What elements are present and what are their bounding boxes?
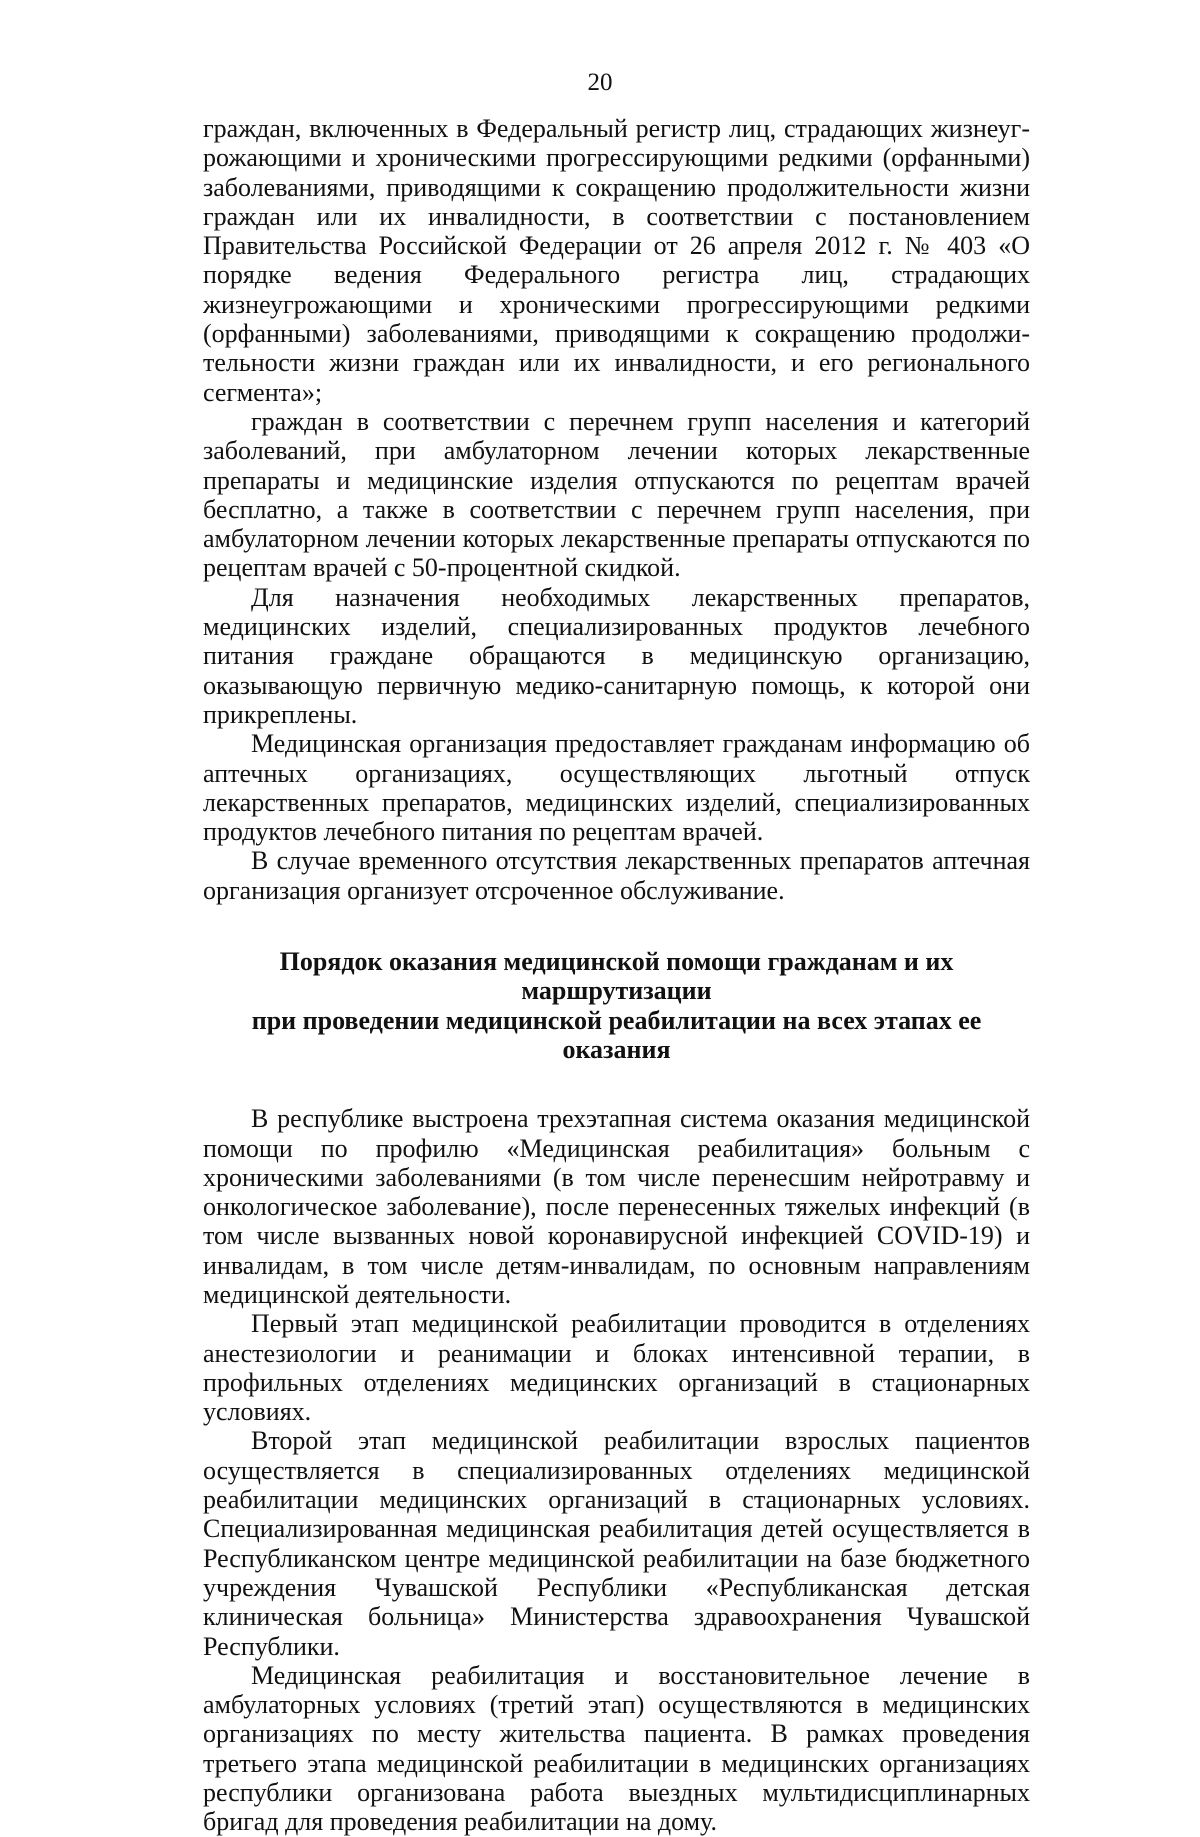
page-number: 20 bbox=[587, 69, 613, 96]
section-heading-rehabilitation bbox=[203, 947, 1030, 1064]
heading-line: при проведении медицинской реабилитации на всех этапах ее оказания bbox=[251, 1005, 982, 1064]
heading-line: Порядок оказания медицинской помощи гражданам и их маршрутизации bbox=[279, 947, 954, 1006]
paragraph-free-prescriptions: граждан в соответствии с перечнем групп населения и категорий заболеваний, при амбулаторном лечении которых лекарственные препараты и медицинские изделия отпускаются по рецептам врачей бесплатно, а также в соответствии с перечнем групп населения, при амбулаторном лечении которых лекарственные препараты отпускаются по рецептам врачей с 50-процентной скидкой. bbox=[203, 406, 1030, 583]
paragraph-prescribing: Для назначения необходимых лекарственных препаратов, медицинских изделий, специализированных продуктов лечебного питания граждане обращаются в медицинскую организацию, оказывающую первичную медико-санитарную помощь, к которой они прикреплены. bbox=[203, 582, 1030, 729]
paragraph-third-stage: Медицинская реабилитация и восстановительное лечение в амбулаторных условиях (третий этап) осуществляются в медицинских организациях по месту жительства пациента. В рамках проведения третьего этапа медицинской реабилитации в медицинских организациях республики организована работа выездных мультидисциплинарных бригад для проведения реабилитации на дому. bbox=[203, 1660, 1030, 1837]
paragraph-deferred-service: В случае временного отсутствия лекарственных препаратов аптечная организация организует отсроченное обслуживание. bbox=[203, 846, 1030, 905]
paragraph-orphan-registry: граждан, включенных в Федеральный регистр лиц, страдающих жизнеугрожающими и хроническими прогрессирующими редкими (орфанными) заболеваниями, приводящими к сокращению продолжительности жизни граждан или их инвалидности, в соответствии с постановлением Правительства Российской Федерации от 26 апреля 2012 г. № 403 «О порядке ведения Федерального регистра лиц, страдающих жизнеугрожающими и хроническими прогрессирующими редкими (орфанными) заболеваниями, приводящими к сокращению продолжительности жизни граждан или их инвалидности, и его регионального сегмента»; bbox=[203, 114, 1030, 407]
document-body bbox=[203, 114, 1030, 1837]
paragraph-three-stage-system: В республике выстроена трехэтапная система оказания медицинской помощи по профилю «Медицинская реабилитация» больным с хроническими заболеваниями (в том числе перенесшим нейротравму и онкологическое заболевание), после перенесенных тяжелых инфекций (в том числе вызванных новой коронавирусной инфекцией COVID-19) и инвалидам, в том числе детям-инвалидам, по основным направлениям медицинской деятельности. bbox=[203, 1104, 1030, 1309]
paragraph-pharmacy-info: Медицинская организация предоставляет гражданам информацию об аптечных организациях, осуществляющих льготный отпуск лекарственных препаратов, медицинских изделий, специализированных продуктов лечебного питания по рецептам врачей. bbox=[203, 729, 1030, 847]
paragraph-first-stage: Первый этап медицинской реабилитации проводится в отделениях анестезиологии и реанимации и блоках интенсивной терапии, в профильных отделениях медицинских организаций в стационарных условиях. bbox=[203, 1309, 1030, 1427]
paragraph-second-stage: Второй этап медицинской реабилитации взрослых пациентов осуществляется в специализированных отделениях медицинской реабилитации медицинских организаций в стационарных условиях. Специализированная медицинская реабилитация детей осуществляется в Республиканском центре медицинской реабилитации на базе бюджетного учреждения Чувашской Республики «Республиканская детская клиническая больница» Министерства здравоохранения Чувашской Республики. bbox=[203, 1426, 1030, 1661]
